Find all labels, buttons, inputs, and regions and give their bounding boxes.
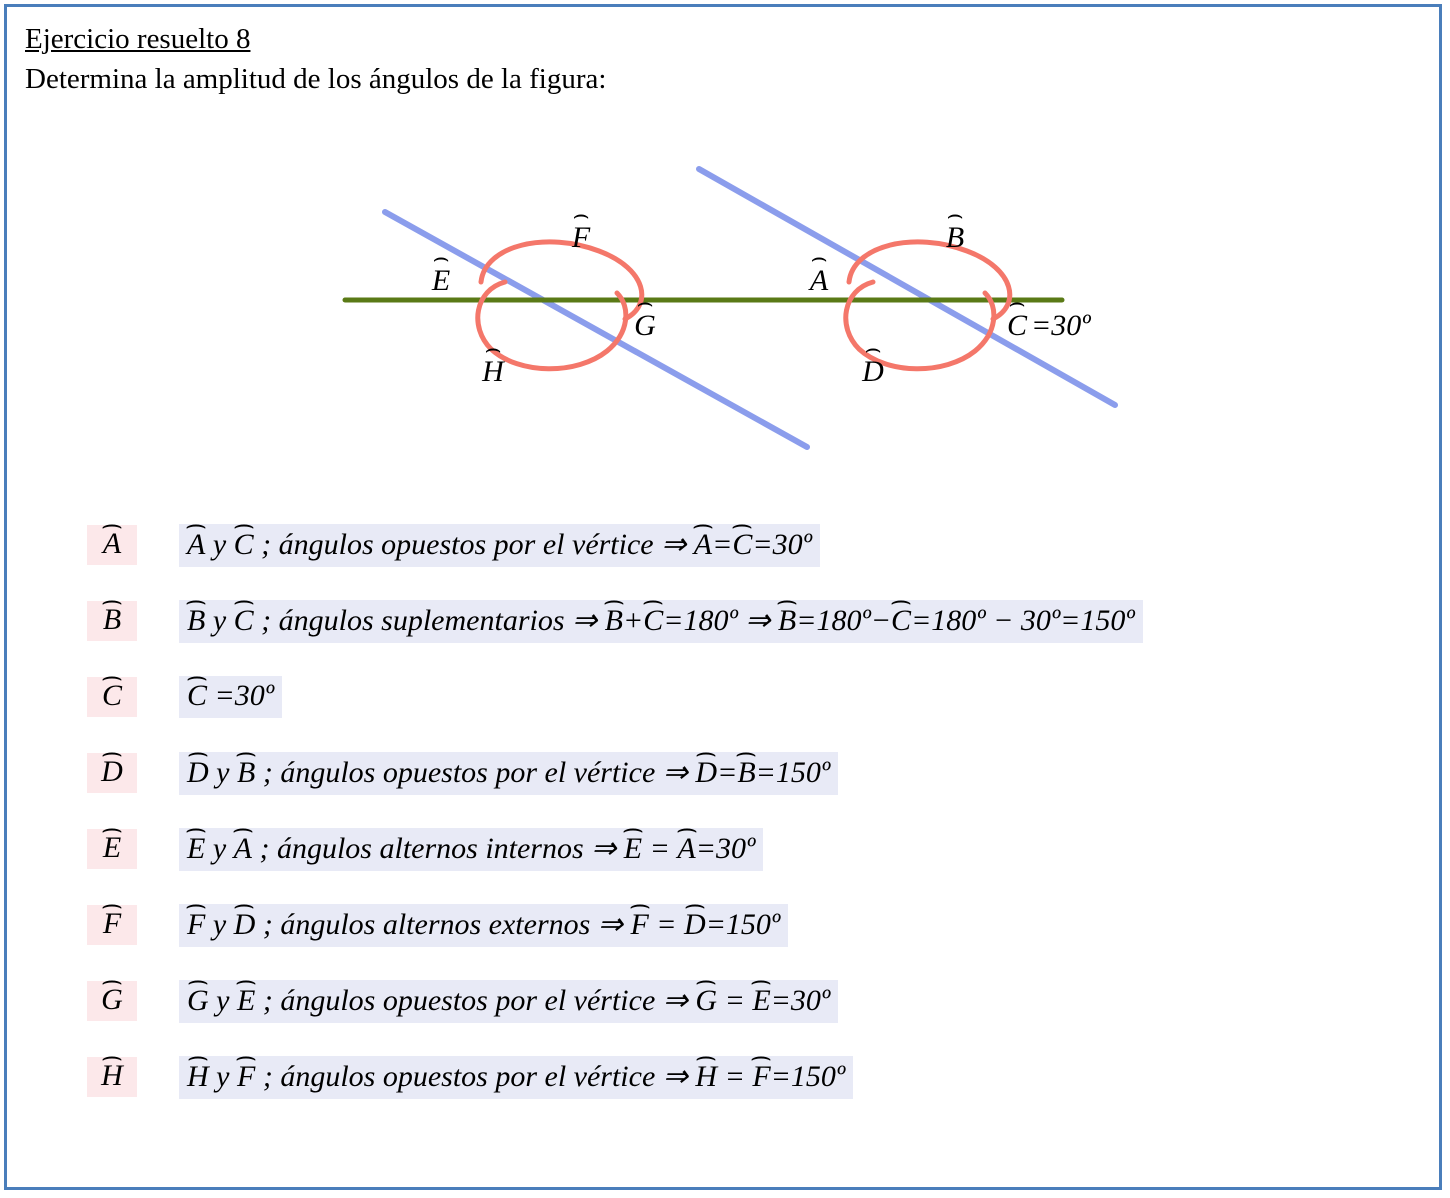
figure-label-B-text: B (945, 221, 965, 254)
answer-text-c (179, 676, 282, 718)
angle-symbol: ⌢ B (737, 756, 755, 790)
answer-text-h (179, 1056, 853, 1099)
answer-fragment: =150º (705, 907, 781, 941)
angle-symbol: ⌢ D (101, 755, 123, 789)
answer-fragment: =30º (695, 831, 756, 865)
angle-symbol: ⌢ A (694, 528, 712, 562)
answer-text-d (179, 752, 838, 795)
figure-label-C-text: C (1006, 309, 1028, 342)
answer-label-b (87, 601, 137, 641)
figure-label-H-text: H (482, 355, 504, 388)
answer-text-b (179, 600, 1143, 643)
answer-row (87, 659, 1427, 735)
figure-label-D-text: D (862, 355, 884, 388)
answer-fragment: ; ángulos opuestos por el vértice ⇒ (253, 527, 694, 561)
angle-symbol: ⌢ H (101, 1059, 123, 1093)
answer-label-h (87, 1057, 137, 1097)
answer-fragment: ; ángulos opuestos por el vértice ⇒ (255, 755, 696, 789)
answer-fragment: y (205, 831, 234, 865)
answer-fragment: = (712, 527, 733, 561)
figure-hat-G: ⌢ (636, 288, 654, 317)
angle-symbol: ⌢ C (187, 679, 207, 713)
angle-symbol: ⌢ E (237, 984, 255, 1018)
header (25, 21, 1405, 99)
angle-symbol: ⌢ C (234, 604, 254, 638)
answer-row (87, 887, 1427, 963)
angle-symbol: ⌢ C (891, 604, 911, 638)
answer-fragment: =30º (207, 679, 275, 712)
answer-fragment: + (622, 603, 644, 637)
answer-fragment: y (205, 527, 234, 561)
answer-text-e (179, 828, 763, 871)
answer-fragment: ; ángulos opuestos por el vértice ⇒ (255, 983, 696, 1017)
angle-symbol: ⌢ F (630, 908, 648, 942)
answer-fragment: ; ángulos suplementarios ⇒ (253, 603, 605, 637)
figure-label-A (808, 243, 829, 297)
angle-symbol: ⌢ D (684, 908, 706, 942)
figure-label-D (861, 334, 884, 388)
answer-row (87, 735, 1427, 811)
page-subtitle: Determina la amplitud de los ángulos de la figura: (25, 63, 607, 96)
answer-label-g (87, 981, 137, 1021)
angle-symbol: ⌢ G (101, 983, 123, 1017)
angle-symbol: ⌢ A (677, 832, 695, 866)
answer-fragment: ; ángulos opuestos por el vértice ⇒ (255, 1059, 696, 1093)
angle-symbol: ⌢ F (752, 1060, 770, 1094)
angle-symbol: ⌢ G (695, 984, 717, 1018)
figure-label-C-value: =30º (1031, 309, 1091, 342)
answer-fragment: =180º ⇒ (663, 603, 778, 637)
angle-symbol: ⌢ C (732, 528, 752, 562)
figure-label-E-text: E (431, 264, 451, 297)
figure-label-F-text: F (571, 221, 591, 254)
answer-fragment: ; ángulos alternos externos ⇒ (255, 907, 631, 941)
answer-label-e (87, 829, 137, 869)
angle-symbol: ⌢ E (187, 832, 205, 866)
answer-fragment: = (717, 755, 738, 789)
figure-hat-H: ⌢ (484, 334, 502, 363)
figure-label-C (1007, 288, 1091, 342)
answer-fragment: y (208, 1059, 237, 1093)
figure-hat-D: ⌢ (864, 334, 882, 363)
answer-row (87, 963, 1427, 1039)
angle-symbol: ⌢ B (237, 756, 255, 790)
figure-label-A-text: A (809, 264, 829, 297)
angle-symbol: ⌢ A (103, 527, 121, 561)
angle-symbol: ⌢ E (103, 831, 121, 865)
figure-label-G-text: G (634, 309, 656, 342)
answer-fragment: =180º− (796, 603, 892, 637)
angle-symbol: ⌢ A (187, 528, 205, 562)
figure-label-E (431, 243, 450, 297)
answer-row (87, 1039, 1427, 1115)
answer-fragment: ; ángulos alternos internos ⇒ (251, 831, 624, 865)
angle-symbol: ⌢ C (234, 528, 254, 562)
answer-fragment: = (642, 831, 678, 865)
angle-symbol: ⌢ F (237, 1060, 255, 1094)
answer-label-f (87, 905, 137, 945)
figure-hat-B: ⌢ (946, 200, 964, 229)
page-title: Ejercicio resuelto 8 (25, 23, 251, 55)
angle-symbol: ⌢ C (643, 604, 663, 638)
angle-symbol: ⌢ D (695, 756, 717, 790)
answer-label-a (87, 525, 137, 565)
angle-symbol: ⌢ H (187, 1060, 209, 1094)
answer-fragment: = (717, 983, 753, 1017)
answer-text-f (179, 904, 788, 947)
angle-symbol: ⌢ G (187, 984, 209, 1018)
angle-symbol: ⌢ B (187, 604, 205, 638)
angle-symbol: ⌢ D (187, 756, 209, 790)
figure-label-F (571, 200, 591, 254)
angle-symbol: ⌢ A (234, 832, 252, 866)
answer-text-a (179, 524, 820, 567)
answer-fragment: =30º (770, 983, 831, 1017)
answer-fragment: y (205, 603, 234, 637)
figure-hat-A: ⌢ (810, 243, 828, 272)
answer-label-c (87, 677, 137, 717)
figure-hat-C: ⌢ (1008, 288, 1026, 317)
angle-symbol: ⌢ H (695, 1060, 717, 1094)
angles-figure (7, 127, 1439, 497)
answer-fragment: = (648, 907, 685, 941)
answer-fragment: = (717, 1059, 753, 1093)
answer-fragment: =180º − 30º=150º (911, 603, 1135, 637)
answer-row (87, 507, 1427, 583)
answer-label-d (87, 753, 137, 793)
figure-label-H (481, 334, 506, 388)
answer-text-g (179, 980, 838, 1023)
angle-symbol: ⌢ D (234, 908, 256, 942)
angle-symbol: ⌢ B (605, 604, 623, 638)
answer-row (87, 811, 1427, 887)
angle-symbol: ⌢ F (187, 908, 205, 942)
answer-fragment: y (208, 755, 237, 789)
answer-fragment: y (208, 983, 237, 1017)
angle-symbol: ⌢ B (103, 603, 121, 637)
figure-label-G (634, 288, 656, 342)
angle-symbol: ⌢ E (752, 984, 770, 1018)
answer-fragment: =150º (770, 1059, 846, 1093)
figure-hat-F: ⌢ (572, 200, 590, 229)
answer-fragment: y (205, 907, 234, 941)
angle-symbol: ⌢ C (102, 679, 122, 713)
angle-symbol: ⌢ B (778, 604, 796, 638)
angle-symbol: ⌢ E (624, 832, 642, 866)
figure-label-B (946, 200, 964, 254)
angle-symbol: ⌢ F (103, 907, 121, 941)
exercise-page (4, 4, 1442, 1190)
answer-fragment: =150º (755, 755, 831, 789)
answer-fragment: =30º (752, 527, 812, 561)
figure-hat-E: ⌢ (432, 243, 450, 272)
answers-list (87, 507, 1427, 1115)
answer-row (87, 583, 1427, 659)
